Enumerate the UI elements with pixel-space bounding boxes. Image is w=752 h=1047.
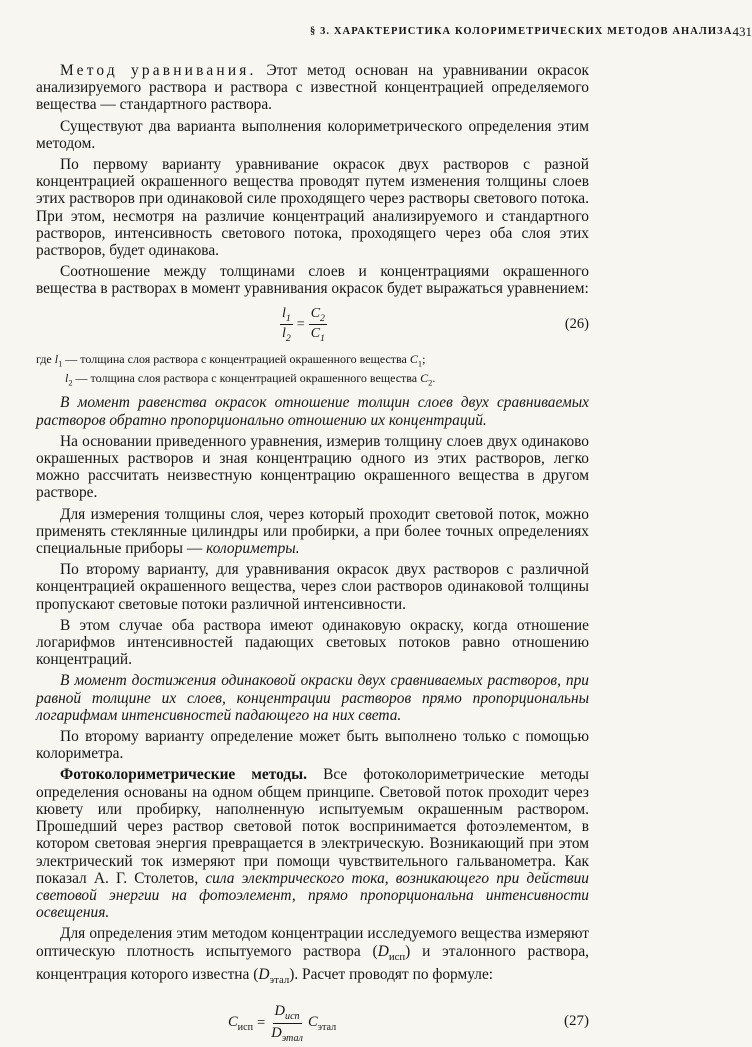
paragraph-first-variant: По первому варианту уравнивание окрасок двух растворов с разной концентрацией окрашенного вещества проводят путем изменения толщины слоев этих растворов при одинаковой силе проходящего через растворы светового потока. При этом, несмотря на различие концентраций анализируемого и стандартного растворов, интенсивность светового потока, проходящего через оба слоя этих растворов, будет одинакова. (36, 156, 589, 260)
equation-26: $\frac{l_1}{l_2}$ = $\frac{C_2}{C_1}$ (26) (282, 305, 589, 345)
paragraph-instruments: Для измерения толщины слоя, через который проходит световой поток, можно применять стеклянные цилиндры или пробирки, а при более точных определениях специальные приборы — колориметры. (36, 505, 589, 558)
variable-legend: где $l_1$ — толщина слоя раствора с концентрацией окрашенного вещества $C_1$; $l_2$ — толщина слоя раствора с концентрацией окрашенного вещества $C_2$. (36, 351, 436, 388)
paragraph-method-intro: Метод уравнивания. Этот метод основан на уравнивании окрасок анализируемого раствора и раствора с известной концентрацией определяемого вещества — стандартного раствора. (36, 62, 589, 114)
equation-number: (27) (564, 1013, 589, 1030)
paragraph-rule-1: В момент равенства окрасок отношение толщин слоев двух сравниваемых растворов обратно пропорционально отношению их концентраций. (36, 394, 589, 429)
paragraph-relation: Соотношение между толщинами слоев и концентрациями окрашенного вещества в растворах в момент уравнивания окрасок будет выражаться уравнением: (36, 263, 589, 298)
paragraph-calculation: На основании приведенного уравнения, измерив толщину слоев двух одинаково окрашенных растворов и зная концентрацию одного из этих растворов, легко можно рассчитать неизвестную концентрацию окрашенного вещества в другом растворе. (36, 432, 589, 502)
paragraph-second-variant: По второму варианту, для уравнивания окрасок двух растворов с различной концентрацией окрашенного вещества, через слои растворов одинаковой толщины пропускают световые потоки различной интенсивности. (36, 561, 589, 613)
paragraph-rule-2: В момент достижения одинаковой окраски двух сравниваемых растворов, при равной толщине их слоев, концентрации растворов прямо пропорциональны логарифмам интенсивностей падающего на них света. (36, 672, 589, 724)
body-text (36, 62, 589, 1047)
equation-number: (26) (564, 315, 589, 332)
running-header (310, 24, 752, 40)
paragraph-optical-density: Для определения этим методом концентрации исследуемого вещества измеряют оптическую плотность испытуемого раствора $(D_{исп})$ и эталонного раствора, концентрация которого известна $(D_{этал})$. Расчет проводят по формуле: (36, 925, 589, 986)
running-title: § 3. ХАРАКТЕРИСТИКА КОЛОРИМЕТРИЧЕСКИХ МЕТОДОВ АНАЛИЗА (310, 26, 733, 37)
page-number: 431 (732, 24, 752, 39)
paragraph-two-variants: Существуют два варианта выполнения колориметрического определения этим методом. (36, 117, 589, 152)
paragraph-colorimeter-only: По второму варианту определение может быть выполнено только с помощью колориметра. (36, 728, 589, 763)
paragraph-same-color: В этом случае оба раствора имеют одинаковую окраску, когда отношение логарифмов интенсивностей падающих световых потоков равно отношению концентраций. (36, 616, 589, 669)
paragraph-photocolorimetric: Фотоколориметрические методы. Все фотоколориметрические методы определения основаны на одном общем принципе. Световой поток проходит через кювету или пробирку, наполненную испытуемым окрашенным раствором. Прошедший через раствор световой поток воспринимается фотоэлементом, в котором световая энергия превращается в электрическую. Возникающий при этом электрический ток измеряют при помощи чувствительного гальванометра. Как показал А. Г. Столетов, сила электрического тока, возникающего при действии световой энергии на фотоэлемент, прямо пропорциональна интенсивности освещения. (36, 766, 590, 922)
section-bold-title: Фотоколориметрические методы. (60, 766, 307, 784)
equation-27: $C_{исп}$ = $\frac{D_{исп}}{D_{этал}}$ $C_{этал}$ (27) (228, 1003, 589, 1044)
section-lead-title: Метод уравнивания. (60, 62, 257, 79)
